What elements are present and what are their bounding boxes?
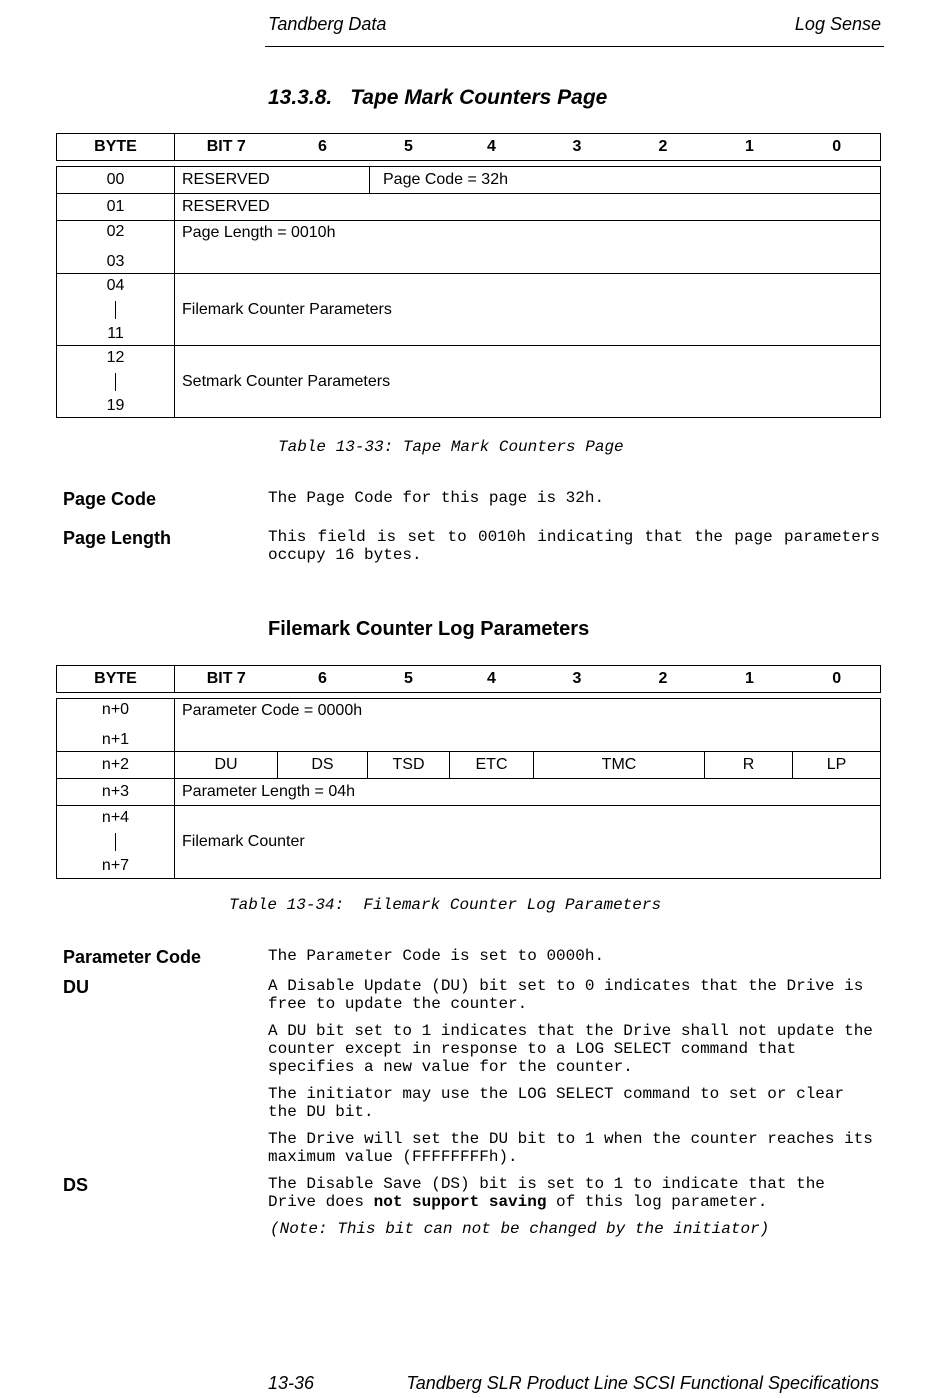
desc-du-p1: A Disable Update (DU) bit set to 0 indicates that the Drive is free to update the counter. <box>268 977 864 1013</box>
col-byte-header: BYTE <box>57 134 175 161</box>
field-cell: Parameter Code = 0000h <box>175 699 881 752</box>
byte-cell: 00 <box>57 167 175 194</box>
byte-cell <box>57 221 175 274</box>
col-bit1: 1 <box>706 134 794 161</box>
desc-parameter-code: The Parameter Code is set to 0000h. <box>268 947 605 965</box>
field-cell: Parameter Length = 04h <box>175 779 881 806</box>
table1-header <box>56 133 881 161</box>
table-row <box>57 779 881 806</box>
desc-page-length: This field is set to 0010h indicating that the page parameters occupy 16 bytes. <box>268 528 880 564</box>
field-cell: RESERVED <box>175 194 881 221</box>
table-row <box>57 752 881 779</box>
desc-ds-text: The Disable Save (DS) bit is set to 1 to indicate that the Drive does <box>268 1175 825 1211</box>
table-row <box>57 806 881 879</box>
field-cell: Page Code = 32h <box>370 167 881 194</box>
term-page-code: Page Code <box>63 489 157 509</box>
col-bit3: 3 <box>534 134 621 161</box>
byte-cell <box>57 346 175 418</box>
term-parameter-code: Parameter Code <box>63 947 202 967</box>
bit-lp: LP <box>793 752 881 779</box>
range-bar <box>115 373 117 391</box>
header-right: Log Sense <box>794 14 881 34</box>
term-page-length: Page Length <box>63 528 172 548</box>
byte-cell: n+2 <box>57 752 175 779</box>
bit-etc: ETC <box>450 752 534 779</box>
range-bar <box>115 301 117 319</box>
table-row <box>57 221 881 274</box>
col-byte-header: BYTE <box>57 666 175 693</box>
bit-tsd: TSD <box>368 752 450 779</box>
byte-end: 11 <box>107 324 124 342</box>
col-bit2: 2 <box>621 666 706 693</box>
header-left: Tandberg Data <box>268 14 387 34</box>
col-bit4: 4 <box>450 134 534 161</box>
byte-start: 04 <box>106 276 125 294</box>
byte-cell: n+3 <box>57 779 175 806</box>
byte-cell <box>57 699 175 752</box>
table-row <box>57 194 881 221</box>
field-cell: Filemark Counter <box>175 806 881 879</box>
table-row <box>57 167 881 194</box>
table-row <box>57 274 881 346</box>
desc-du-p3: The initiator may use the LOG SELECT command to set or clear the DU bit. <box>268 1085 845 1121</box>
field-cell: Setmark Counter Parameters <box>175 346 881 418</box>
subsection-title: Filemark Counter Log Parameters <box>268 618 590 640</box>
byte-end: 03 <box>106 253 125 270</box>
bit-tmc: TMC <box>534 752 705 779</box>
section-heading <box>268 86 607 110</box>
byte-start: n+4 <box>101 809 130 826</box>
col-bit7: BIT 7 <box>175 134 278 161</box>
desc-page-code: The Page Code for this page is 32h. <box>268 489 605 507</box>
desc-du-p2: A DU bit set to 1 indicates that the Drive shall not update the counter except in response to a LOG SELECT command that specifies a new value for the counter. <box>268 1022 873 1076</box>
field-cell: RESERVED <box>175 167 370 194</box>
header-rule <box>265 46 884 47</box>
term-du: DU <box>63 977 89 997</box>
desc-ds-note: (Note: This bit can not be changed by the initiator) <box>270 1220 770 1238</box>
field-cell: Filemark Counter Parameters <box>175 274 881 346</box>
byte-end: n+7 <box>101 857 130 874</box>
col-bit7: BIT 7 <box>175 666 278 693</box>
table-row <box>57 346 881 418</box>
byte-start: 02 <box>106 223 125 240</box>
col-bit1: 1 <box>706 666 794 693</box>
desc-ds-text-end: of this log parameter. <box>546 1193 768 1211</box>
col-bit0: 0 <box>794 134 881 161</box>
bit-r: R <box>705 752 793 779</box>
field-cell: Page Length = 0010h <box>175 221 881 274</box>
byte-end: n+1 <box>101 731 130 748</box>
term-ds: DS <box>63 1175 89 1195</box>
section-title: Tape Mark Counters Page <box>350 86 608 109</box>
table2-header <box>56 665 881 693</box>
desc-ds-p1 <box>268 1175 880 1211</box>
footer-page-number: 13-36 <box>268 1373 315 1393</box>
byte-cell: 01 <box>57 194 175 221</box>
desc-du-p4: The Drive will set the DU bit to 1 when the counter reaches its maximum value (FFFFFFFFh). <box>268 1130 873 1166</box>
byte-cell <box>57 274 175 346</box>
col-bit6: 6 <box>278 134 368 161</box>
col-bit6: 6 <box>278 666 368 693</box>
table1-caption: Table 13-33: Tape Mark Counters Page <box>278 438 624 456</box>
bit-ds: DS <box>278 752 368 779</box>
byte-start: n+0 <box>101 701 130 718</box>
table2-caption: Table 13-34: Filemark Counter Log Parameters <box>229 896 662 914</box>
table2-body <box>56 698 881 879</box>
table1-body <box>56 166 881 418</box>
range-bar <box>115 833 117 851</box>
col-bit5: 5 <box>368 134 450 161</box>
col-bit3: 3 <box>534 666 621 693</box>
bit-du: DU <box>175 752 278 779</box>
footer-title: Tandberg SLR Product Line SCSI Functional Specifications <box>406 1373 879 1393</box>
section-number: 13.3.8. <box>268 86 333 109</box>
table-row <box>57 699 881 752</box>
byte-end: 19 <box>106 396 125 414</box>
col-bit4: 4 <box>450 666 534 693</box>
col-bit5: 5 <box>368 666 450 693</box>
desc-ds-emphasis: not support saving <box>373 1193 547 1211</box>
col-bit2: 2 <box>621 134 706 161</box>
col-bit0: 0 <box>794 666 881 693</box>
byte-cell <box>57 806 175 879</box>
byte-start: 12 <box>106 348 125 366</box>
